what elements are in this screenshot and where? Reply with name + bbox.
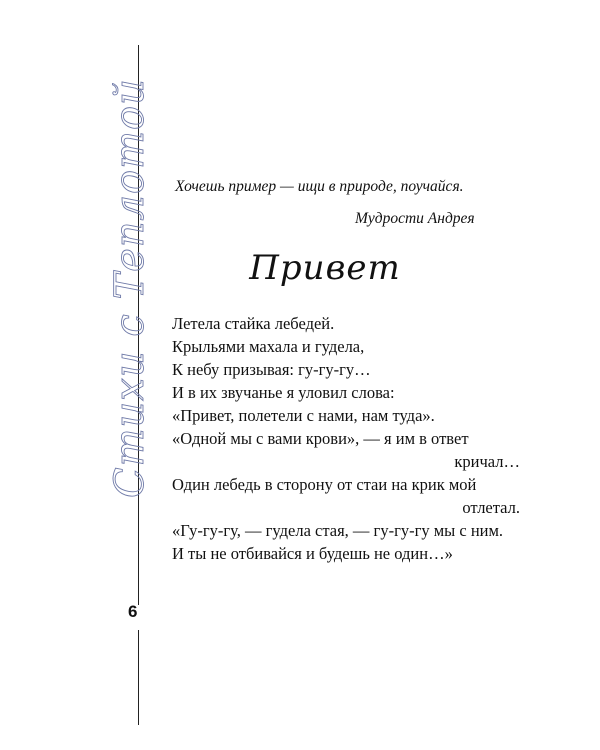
poem-line: «Одной мы с вами крови», — я им в ответ [172, 429, 469, 448]
page-number: 6 [128, 602, 138, 621]
poem-line: кричал… [454, 452, 520, 471]
poem-line: Летела стайка лебедей. [172, 314, 335, 333]
margin-rule-lower [138, 630, 139, 725]
poem-title: Привет [249, 248, 401, 288]
poem-line: Крыльями махала и гудела, [172, 337, 365, 356]
poem-line: И ты не отбивайся и будешь не один…» [172, 544, 453, 563]
poem-line: Один лебедь в сторону от стаи на крик мой [172, 475, 477, 494]
poem-line: «Привет, полетели с нами, нам туда». [172, 406, 435, 425]
poem-body [172, 312, 520, 565]
poem-line: К небу призывая: гу-гу-гу… [172, 360, 371, 379]
epigraph-text: Хочешь пример — ищи в природе, поучайся. [175, 178, 464, 195]
poem-line: «Гу-гу-гу, — гудела стая, — гу-гу-гу мы с ним. [172, 521, 504, 540]
poem-line: отлетал. [462, 498, 520, 517]
running-head: Стихи с Теплотой [107, 78, 153, 498]
poem-line: И в их звучанье я уловил слова: [172, 383, 395, 402]
epigraph-author: Мудрости Андрея [355, 210, 475, 227]
